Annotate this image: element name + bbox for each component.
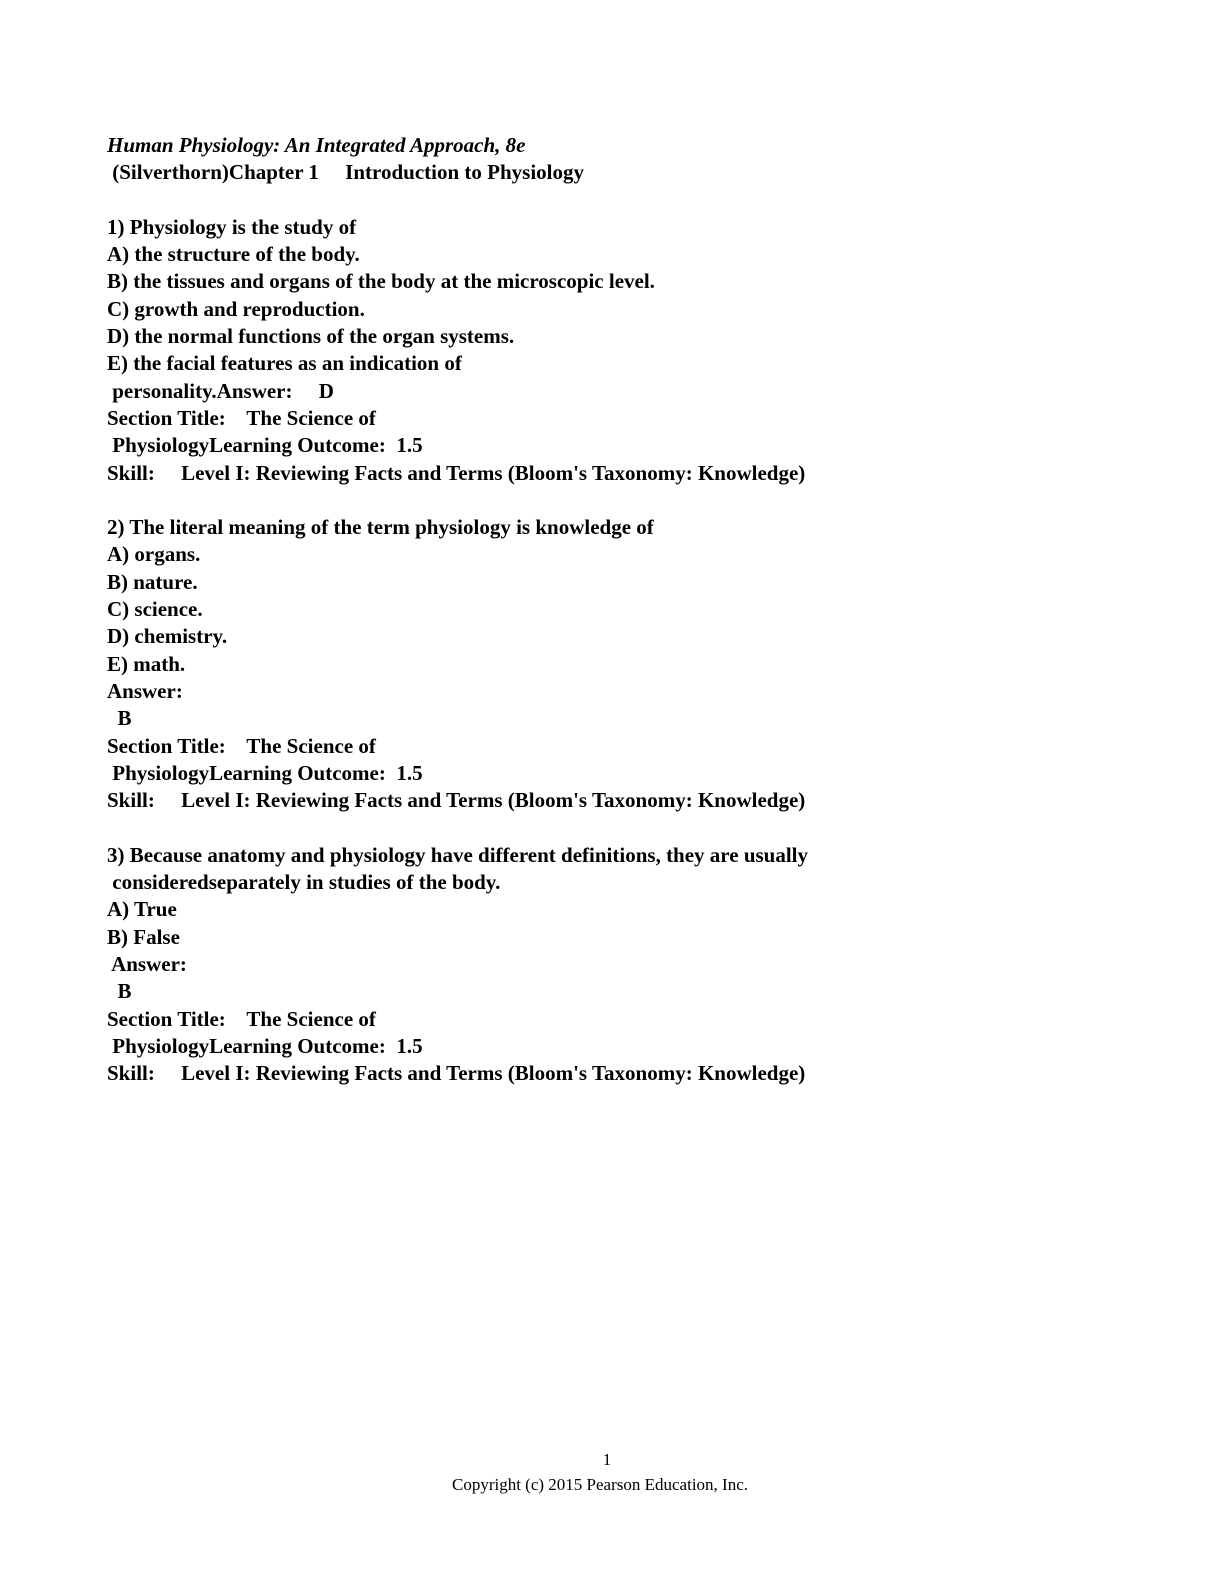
learning-outcome-line: PhysiologyLearning Outcome: 1.5	[107, 760, 423, 785]
skill-line: Skill: Level I: Reviewing Facts and Terms (Bloom's Taxonomy: Knowledge)	[107, 460, 806, 485]
copyright-notice: Copyright (c) 2015 Pearson Education, Inc.	[451, 1475, 748, 1494]
answer-label: Answer:	[107, 678, 183, 703]
section-title-line: Section Title: The Science of	[107, 1006, 376, 1031]
answer-option: D) the normal functions of the organ systems.	[107, 324, 515, 349]
spacer	[107, 814, 1107, 841]
section-title-line: Section Title: The Science of	[107, 733, 376, 758]
answer-line: personality.Answer: D	[107, 378, 334, 403]
section-title-line: Section Title: The Science of	[107, 405, 376, 430]
answer-option: A) the structure of the body.	[107, 242, 360, 267]
spacer	[107, 187, 1107, 214]
question-1	[107, 214, 1107, 487]
question-3	[107, 842, 1107, 1088]
skill-line: Skill: Level I: Reviewing Facts and Terms (Bloom's Taxonomy: Knowledge)	[107, 788, 806, 813]
question-stem: 1) Physiology is the study of	[107, 214, 357, 239]
answer-option: E) math.	[107, 651, 186, 676]
learning-outcome-line: PhysiologyLearning Outcome: 1.5	[107, 433, 423, 458]
answer-label: Answer:	[107, 951, 187, 976]
answer-option: A) True	[107, 897, 177, 922]
skill-line: Skill: Level I: Reviewing Facts and Terms (Bloom's Taxonomy: Knowledge)	[107, 1061, 806, 1086]
question-2	[107, 514, 1107, 814]
page-content	[107, 132, 1107, 1087]
question-stem: 2) The literal meaning of the term physiology is knowledge of	[107, 515, 654, 540]
book-title: Human Physiology: An Integrated Approach, 8e	[107, 133, 526, 157]
answer-option: B) the tissues and organs of the body at the microscopic level.	[107, 269, 655, 294]
answer-value: B	[107, 706, 132, 731]
answer-option: C) growth and reproduction.	[107, 296, 365, 321]
answer-option: D) chemistry.	[107, 624, 228, 649]
answer-option: E) the facial features as an indication of	[107, 351, 462, 376]
chapter-heading: (Silverthorn)Chapter 1 Introduction to Physiology	[107, 160, 584, 185]
answer-option: B) nature.	[107, 569, 198, 594]
question-stem-continued: consideredseparately in studies of the body.	[107, 870, 501, 895]
question-stem: 3) Because anatomy and physiology have different definitions, they are usually	[107, 842, 809, 867]
answer-option: C) science.	[107, 597, 203, 622]
learning-outcome-line: PhysiologyLearning Outcome: 1.5	[107, 1033, 423, 1058]
spacer	[107, 487, 1107, 514]
page-number: 1	[602, 1450, 612, 1469]
answer-value: B	[107, 979, 132, 1004]
answer-option: B) False	[107, 924, 180, 949]
answer-option: A) organs.	[107, 542, 201, 567]
